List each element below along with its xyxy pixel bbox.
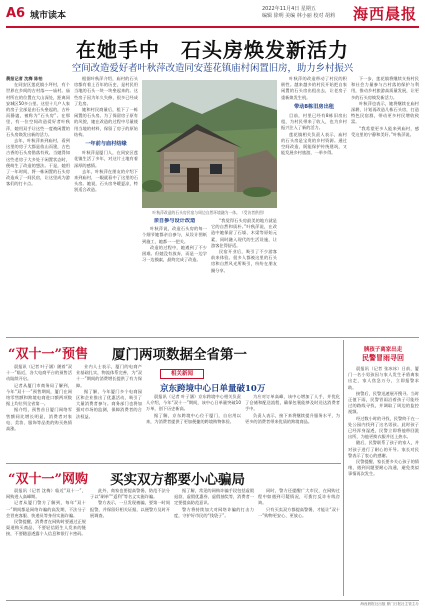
- story2-paragraph: 据介绍，预售首日厦门网络零售额同比增长明显，消费者对家电、美妆、服饰等品类的购买热情高涨。: [6, 407, 72, 432]
- sidebar-divider: [343, 340, 344, 596]
- story3-column-3: [174, 488, 254, 596]
- lead-paragraph: 叶秋萍是厦门人，在同安区莲花镇生活了多年，对这片土地有着深厚的感情。: [74, 150, 138, 168]
- story3-paragraph: 此外，商家也要提高警惕，防范不法分子以“刷单”“返利”等名义实施诈骗。: [90, 488, 170, 500]
- story3-paragraph: 警方将持续加大对网络诈骗的打击力度，守护好市民的“钱袋子”。: [174, 506, 254, 518]
- sidebar-paragraph: 随后，民警联系了孩子的家人，并对孩子进行了耐心的开导。家长对民警表示了衷心的感谢。: [348, 440, 419, 458]
- lead-paragraph: 根据叶秋萍介绍，庙村的石头房都有着上百年的历史，是村民用当地的石头一块一块垒起来的。这些房子因为年久失修，很多已经成了危房。: [74, 76, 138, 106]
- story3-paragraph: 同时，警方还提醒广大市民，在网购过程中如遇到可疑情况，可拨打反诈专线咨询。: [258, 488, 340, 506]
- story3-paragraph: 民警提醒，消费者在网购时要通过正规渠道购买商品，不要轻信陌生人发来的链接，不要随意透露个人信息和银行卡密码。: [6, 519, 86, 537]
- story3-column-1: [6, 488, 86, 596]
- story2-subtitle: 京东跨境中心日单量破10万: [160, 384, 266, 394]
- lead-paragraph: 叶秋萍的改造带动了村民的积极性。越来越多的村民开始把自家闲置的石头房出租出去，让老房子重新焕发生机。: [281, 76, 347, 100]
- lead-paragraph: “我希望更多人能来到庙村，感受这里的宁静和美好。”叶秋萍说。: [351, 125, 419, 137]
- lead-paragraph: 民宿开业后，吸引了不少游客前来体验。很多人都被这里的石头房和自然风光所吸引，纷纷在朋友圈分享。: [211, 249, 277, 273]
- story2-byline: 晨报讯（记者 叶子涵）随着“双十一”临近，各大电商平台的预售活动陆续开启。: [6, 364, 72, 382]
- story2-paragraph: 记者从厦门市商务局了解到，今年“双十一”预售期间，厦门在网络零售额和跨境电商进口额两项数据上均位列全省第一。: [6, 382, 72, 407]
- lead-photo: [142, 80, 277, 208]
- sidebar-paragraph: 民警提醒，家长要多关心孩子的情绪，遇到问题要耐心沟通，避免类似事情再次发生。: [348, 459, 419, 477]
- lead-paragraph: “我觉得石头房最美的地方就是它的自然和质朴。”叶秋萍说，在改造中她保留了石墙、木梁等原始元素，同时融入现代的生活设施，让游客住得舒适。: [211, 218, 277, 248]
- masthead-logo: 海西晨报: [352, 5, 417, 23]
- page-header: [0, 0, 425, 30]
- story3-title-prefix: “双十一”网购: [8, 472, 88, 487]
- lead-paragraph: 下一步，莲花镇将继续支持村民和社会力量参与古村落的保护与利用，推动乡村旅游高质量发展，让更多的石头房焕发新活力。: [351, 76, 419, 100]
- story3-title: 买实双方都要小心骗局: [110, 472, 245, 488]
- story3-column-4: [258, 488, 340, 596]
- story2-column-3: [146, 394, 241, 460]
- lead-paragraph: 她和村民商量后，租下了一栋闲置的石头房。为了保留房子原有的风貌，她在改造的过程中尽量使用当地的材料，保留了房子的原始结构。: [74, 107, 138, 137]
- story3-byline: 晨报讯（记者 沈梅）临近“双十一”，网购进入高峰期。: [6, 488, 86, 500]
- page-number: A6: [6, 6, 26, 21]
- story2-paragraph: 为应对订单高峰，该中心增加了人手，并优化了仓储和配送流程，确保包裹能够及时送达消费者手中。: [245, 394, 340, 412]
- story2-paragraph: 据了解，京东跨境中心位于厦门，自启用以来，为消费者提供了更加便捷的跨境购物体验。: [146, 412, 241, 424]
- story2-column-1: [6, 364, 72, 460]
- page-footer: 海西晨报社出版 厦门日报社主管主办: [6, 600, 419, 607]
- lead-column-3a: [142, 218, 207, 334]
- story2-title-prefix: “双十一”预售: [8, 347, 88, 362]
- story2-paragraph: 业内人士表示，厦门的电商产业基础扎实，物流体系完善，为“双十一”期间的消费增长提供了有力保障。: [76, 364, 142, 388]
- lead-paragraph: 改造的过程中，她遇到了不少困难。但她没有放弃，而是一边学习一边摸索，最终完成了改造。: [142, 244, 207, 263]
- story-divider: [6, 463, 341, 464]
- lead-column-1: [6, 76, 70, 334]
- lead-paragraph: 叶秋萍说，改造石头房的每一个细节她都亲自参与，从设计图纸到施工，她都一一把关。: [142, 226, 207, 244]
- lead-paragraph: 去年，叶秋萍来到庙村，看到这里的房子大都是依山而建，古色古香的石头房错落有致。当她得知这些老房子大多处于闲置状态时，便萌生了改造的想法。于是，她用了一年时间，将一栋闲置的石头房改造成了一间民宿，让这里成为游客们的打卡点。: [6, 138, 70, 187]
- sidebar-paragraph: 晨报讯（记者 张冰冰）日前，厦门一名小男孩因与家人发生矛盾离家出走，家人焦急万分，立即报警求助。: [348, 366, 419, 390]
- story3-paragraph: 警方表示，一旦发现被骗，要第一时间报警，并保留好相关证据，以便警方及时开展调查。: [90, 500, 170, 518]
- issue-date: 2022年11月4日 星期五: [262, 6, 316, 12]
- header-info: [262, 6, 348, 20]
- story2-title: 厦门两项数据全省第一: [112, 347, 247, 363]
- lead-column-2: [74, 76, 138, 334]
- related-news-tag: 相关新闻: [160, 369, 204, 379]
- lead-paragraph: 去年，叶秋萍在朋友的介绍下来到庙村，一眼就看中了这里的石头房。她说，石头房冬暖夏凉，特别适合改造。: [74, 168, 138, 193]
- sidebar-paragraph: 经过数小时的寻找，民警终于在一处公园内找到了这名男孩。此时孩子已经浑身湿透，民警立即将他带回派出所，为他更换衣服并送上热水。: [348, 415, 419, 440]
- section-divider: [6, 337, 419, 338]
- lead-subtitle-3: 带动8栋旧房出租: [294, 103, 334, 110]
- story2-paragraph: 负责人表示，接下来将继续提升服务水平，为更多的消费者带来优质的跨境商品。: [245, 412, 340, 424]
- editor-line: 编辑 徐明 美编 林小丽 校对 胡莉: [262, 13, 335, 19]
- story3-paragraph: 只有买卖双方都提高警惕，才能让“双十一”购物更安心、更放心。: [258, 506, 340, 518]
- sidebar-kicker: 胰孩子离家出走: [363, 347, 403, 353]
- lead-byline: 晨报记者 沈梅 陈柏: [6, 76, 43, 81]
- sidebar-title: 民警冒雨寻回: [362, 353, 404, 362]
- lead-column-4: [281, 76, 347, 334]
- story3-paragraph: 记者从厦门警方了解到，每年“双十一”期间都是网络诈骗的高发期，不法分子会冒充客服、快递员等身份实施诈骗。: [6, 500, 86, 518]
- story2-column-2: [76, 364, 142, 460]
- lead-column-3b: [211, 218, 277, 334]
- lead-subhead: 空间改造爱好者叶秋萍改造同安莲花镇庙村闲置旧房，助力乡村振兴: [71, 63, 354, 74]
- photo-caption: 叶秋萍改造的石头房民宿与周边自然环境融为一体。（受访者供图）: [152, 210, 267, 215]
- lead-paragraph: 莲花镇相关负责人表示，庙村的石头房是宝贵的乡村资源。通过空间改造，既能保护传统建筑，又能发展乡村旅游，一举多得。: [281, 131, 347, 156]
- lead-paragraph: 叶秋萍也表示，她将继续在庙村深耕，计划再改造几栋石头房，打造特色民宿群，带动更多村民增收致富。: [351, 100, 419, 125]
- story2-paragraph: 据了解，今年厦门多个电商园区和企业推出了优惠活动，吸引了大量消费者参与。商务部门也将加强对市场的监测，保障消费者的合法权益。: [76, 388, 142, 419]
- sidebar-column: [348, 366, 419, 596]
- lead-column-5: [351, 76, 419, 334]
- section-name: 城市读本: [30, 11, 67, 21]
- lead-paragraph: 在同安区莲花镇小坪村，有个世界在乡间的古村落——庙村。庙村所在的位置在大山深处，距离同安城区50多公里。这里十几户人家的房子全部是由石头垒起的，古朴而静谧，被称为“石头房”。在那里，有一位空间改造爱好者叶秋萍，她用双手让这些一度被闲置的石头房焕发出新的活力。: [6, 82, 70, 137]
- lead-headline: 在她手中 石头房焕发新活力: [76, 38, 349, 62]
- header-rule: [6, 26, 419, 28]
- stone-house-photo: [142, 80, 277, 208]
- sidebar-paragraph: 接警后，民警迅速展开搜寻。当时正值下雨，民警冒雨沿着孩子可能经过的路线寻找，并调取了周边的监控视频。: [348, 390, 419, 415]
- lead-subtitle-2: 亲自参与设计改造: [153, 218, 196, 224]
- story2-column-4: [245, 394, 340, 460]
- story3-column-2: [90, 488, 170, 596]
- lead-subtitle-1: 一年前与庙村结缘: [85, 141, 127, 148]
- story3-paragraph: 据了解，常见的网购诈骗手段包括虚假退款、虚假优惠券、虚假抽奖等，消费者一定要提高防范意识。: [174, 488, 254, 506]
- lead-paragraph: 目前，村里已经有8栋旧房出租，为村民带来了收入，也为乡村振兴注入了新的活力。: [281, 113, 347, 131]
- story2-paragraph: 晨报讯（记者 叶子涵）京东跨境中心相关负责人介绍，今年“双十一”期间，该中心日单量突破10万单，创下历史新高。: [146, 394, 241, 412]
